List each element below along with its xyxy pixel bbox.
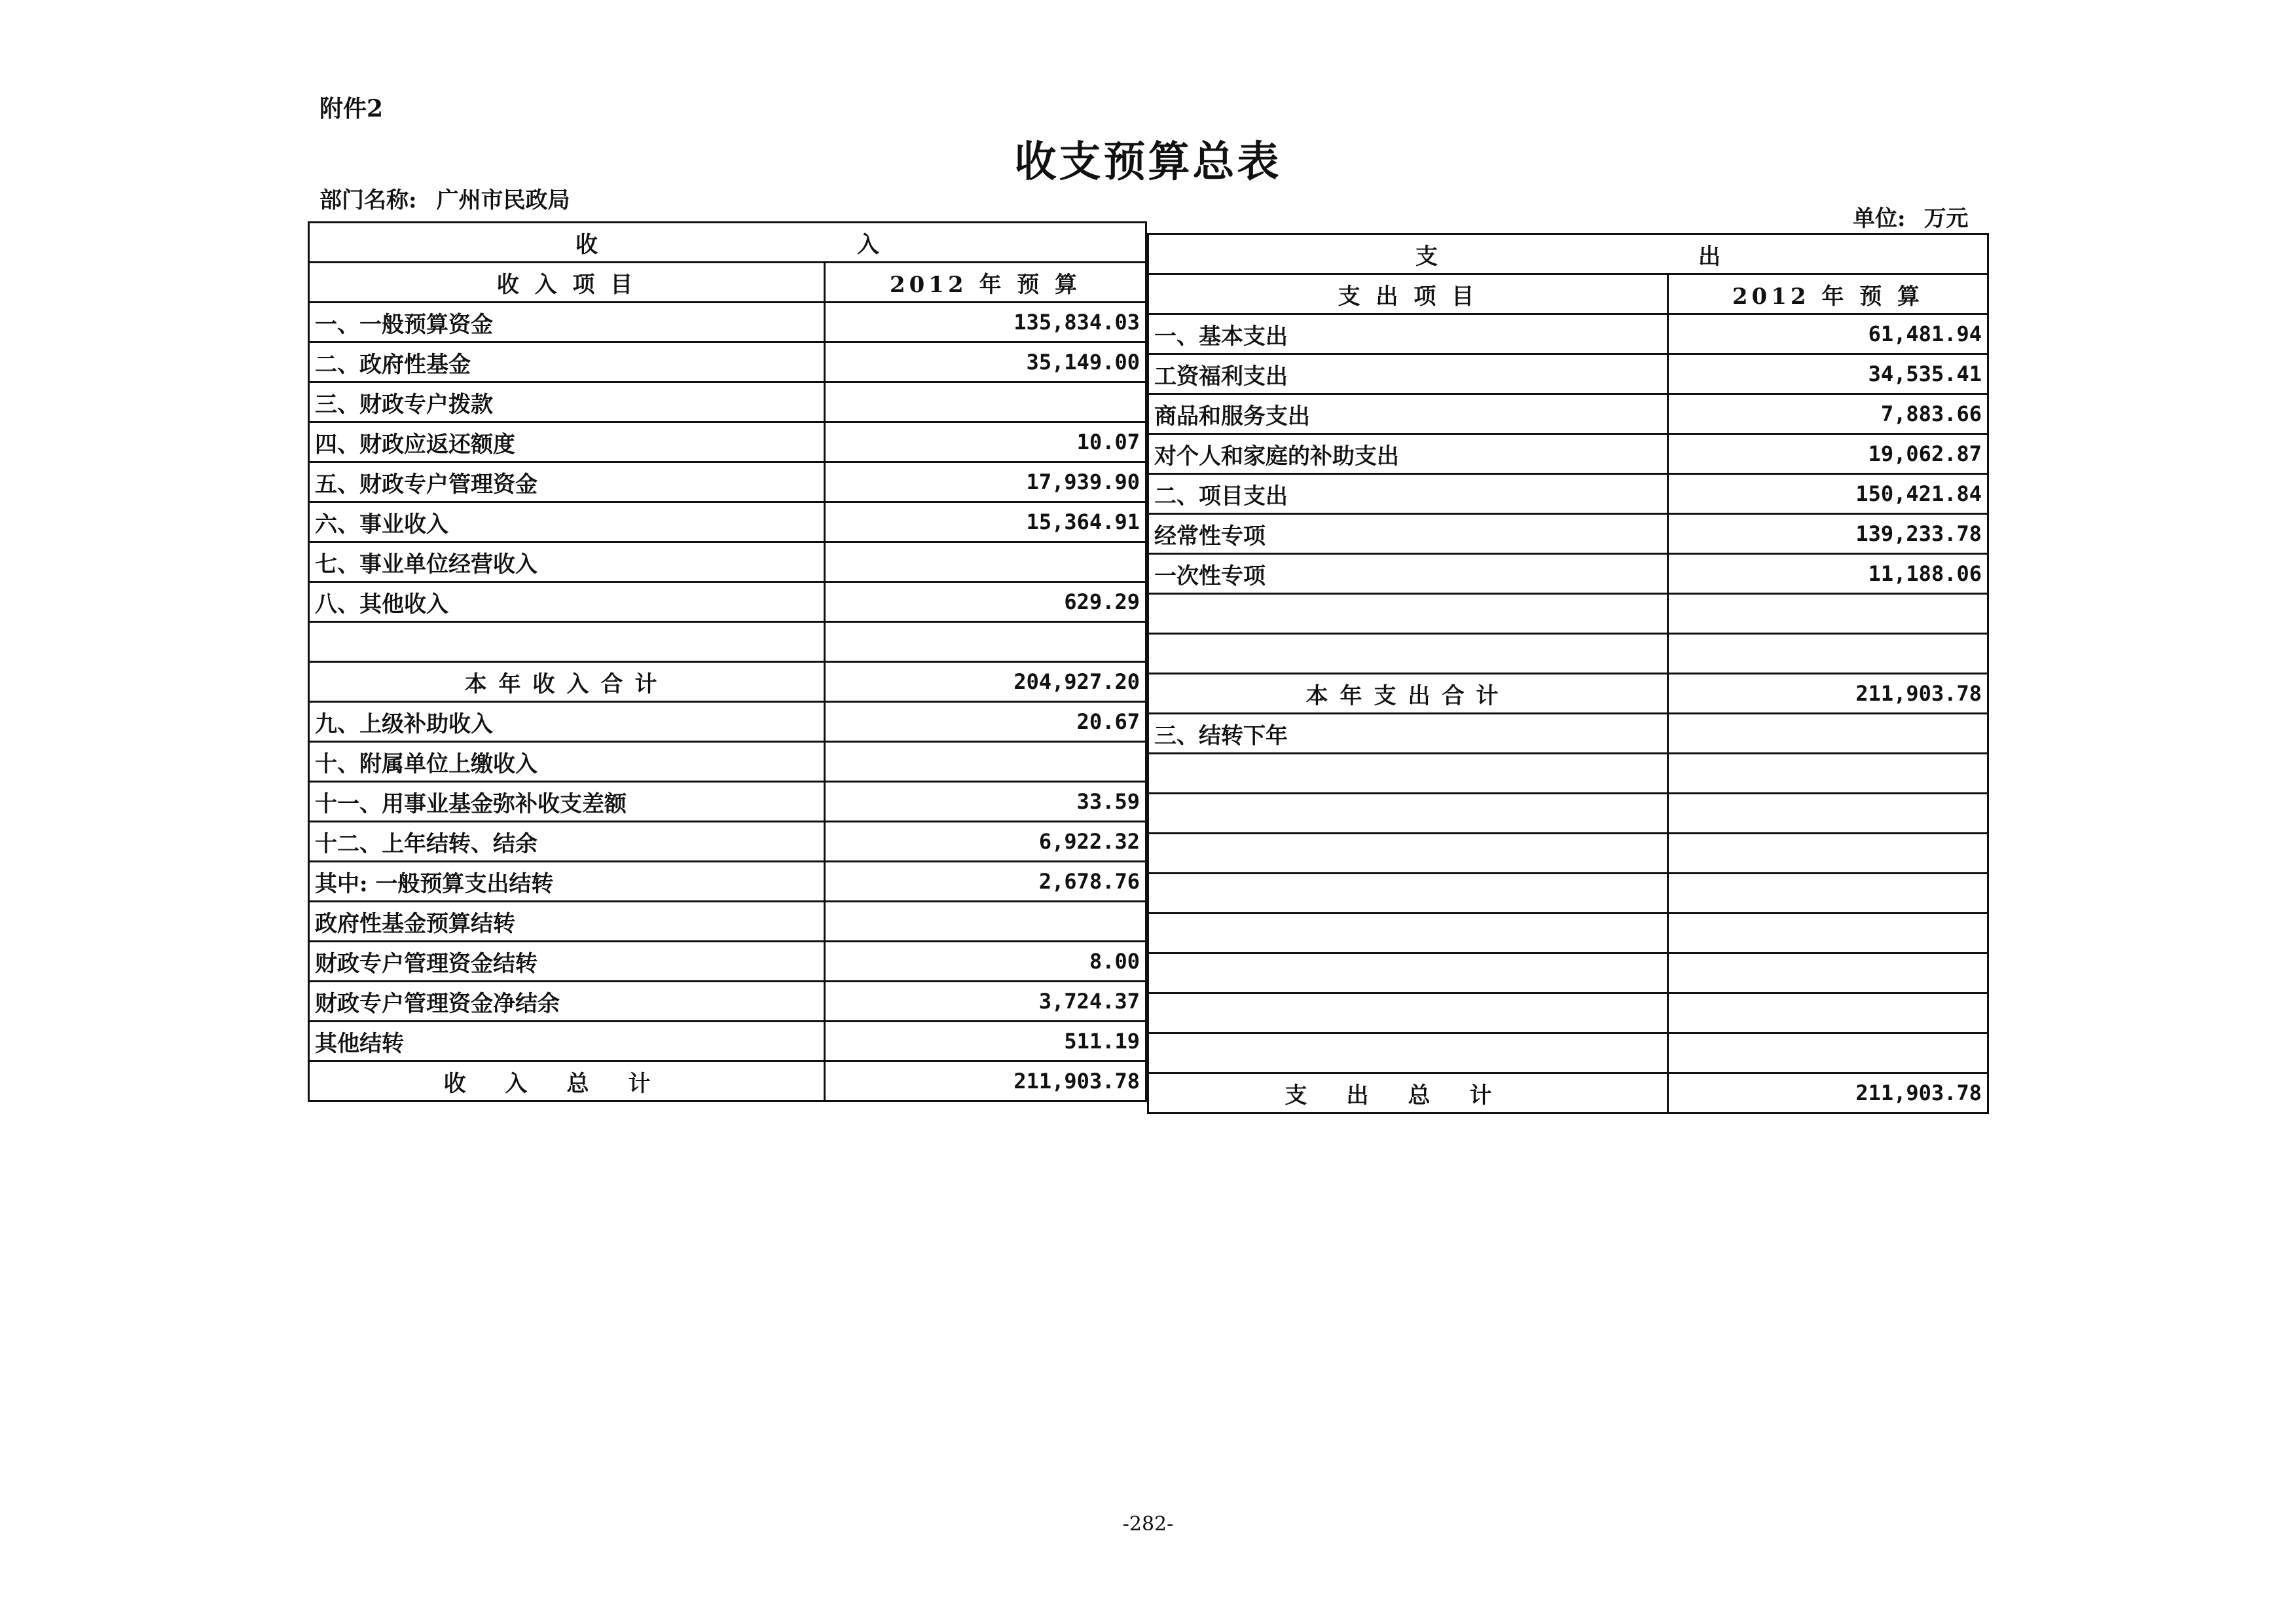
table-row [309,862,1146,902]
expense-year-total-value: 211,903.78 [1667,674,1988,714]
expense-item-label [1148,993,1668,1033]
table-row [1148,993,1988,1033]
department-line [319,182,590,214]
table-row [309,622,1146,662]
income-header-left: 收 [575,231,598,258]
income-item-value: 629.29 [825,582,1146,622]
expense-item-label: 二、项目支出 [1148,474,1668,514]
income-item-value: 135,834.03 [825,303,1146,342]
expense-grand-total-row [1148,1073,1988,1113]
income-item-value [825,622,1146,662]
table-row [1148,434,1988,474]
table-row [309,902,1146,942]
income-item-label: 十一、用事业基金弥补收支差额 [309,782,825,822]
expense-item-value [1667,834,1988,874]
income-grand-total-label: 收入总计 [309,1061,825,1101]
expense-item-value [1667,874,1988,913]
income-item-label: 八、其他收入 [309,582,825,622]
expense-item-label [1148,634,1668,674]
expense-item-value [1667,714,1988,754]
table-row [309,942,1146,982]
department-value: 广州市民政局 [436,187,570,213]
income-item-label: 七、事业单位经营收入 [309,542,825,582]
expense-year-total-row [1148,674,1988,714]
income-item-label: 六、事业收入 [309,502,825,542]
expense-item-label [1148,754,1668,794]
table-row [309,702,1146,742]
income-item-label: 二、政府性基金 [309,342,825,382]
income-item-value: 511.19 [825,1022,1146,1061]
income-column-header-row [309,263,1146,303]
expense-item-value [1667,1033,1988,1073]
income-item-value: 3,724.37 [825,982,1146,1022]
income-item-value [825,902,1146,942]
expense-header-right: 出 [1698,243,1721,270]
income-col-budget: 2012 年 预 算 [825,263,1146,303]
table-row [1148,714,1988,754]
income-item-value: 33.59 [825,782,1146,822]
expense-header-cell [1148,234,1988,274]
income-item-label: 一、一般预算资金 [309,303,825,342]
page-title: 收支预算总表 [1014,138,1282,187]
income-item-label: 九、上级补助收入 [309,702,825,742]
expense-item-value [1667,913,1988,953]
expense-col-item: 支 出 项 目 [1148,274,1668,314]
table-row [309,542,1146,582]
income-header-right: 入 [857,231,879,258]
expense-item-label [1148,913,1668,953]
expense-column-header-row [1148,274,1988,314]
table-row [1148,834,1988,874]
income-item-value: 6,922.32 [825,822,1146,862]
table-row [1148,874,1988,913]
expense-col-budget: 2012 年 预 算 [1667,274,1988,314]
expense-item-value: 34,535.41 [1667,354,1988,394]
income-item-label: 十、附属单位上缴收入 [309,742,825,782]
table-row [1148,354,1988,394]
unit-label: 单位: [1853,206,1906,232]
income-year-total-value: 204,927.20 [825,662,1146,702]
income-grand-total-value: 211,903.78 [825,1061,1146,1101]
department-label: 部门名称: [319,187,417,213]
table-row [1148,1033,1988,1073]
table-row [1148,913,1988,953]
expense-item-value: 19,062.87 [1667,434,1988,474]
expense-item-label: 一、基本支出 [1148,314,1668,354]
expense-item-value [1667,993,1988,1033]
table-row [1148,554,1988,594]
income-grand-total-row [309,1061,1146,1101]
expense-item-value: 11,188.06 [1667,554,1988,594]
income-rows-part1 [309,303,1146,662]
table-row [309,1022,1146,1061]
expense-item-value [1667,754,1988,794]
income-header-row [309,223,1146,263]
table-row [309,342,1146,382]
income-item-label: 十二、上年结转、结余 [309,822,825,862]
income-item-label: 五、财政专户管理资金 [309,462,825,502]
income-header-cell [309,223,1146,263]
table-row [309,382,1146,422]
income-item-value: 10.07 [825,422,1146,462]
expense-header-left: 支 [1415,243,1438,270]
expense-item-label [1148,594,1668,634]
income-item-value: 8.00 [825,942,1146,982]
income-item-value [825,742,1146,782]
income-item-value: 35,149.00 [825,342,1146,382]
expense-item-label [1148,874,1668,913]
income-table [308,221,1147,1102]
expense-item-label: 经常性专项 [1148,514,1668,554]
income-year-total-row [309,662,1146,702]
table-row [309,462,1146,502]
expense-item-value [1667,594,1988,634]
expense-item-value [1667,953,1988,993]
income-item-label: 其中: 一般预算支出结转 [309,862,825,902]
expense-item-value [1667,794,1988,834]
table-row [309,422,1146,462]
table-row [1148,594,1988,634]
expense-header-row [1148,234,1988,274]
income-item-label: 政府性基金预算结转 [309,902,825,942]
expense-item-value: 7,883.66 [1667,394,1988,434]
table-row [1148,474,1988,514]
expense-year-total-label: 本年支出合计 [1148,674,1668,714]
expense-item-label [1148,953,1668,993]
table-row [1148,953,1988,993]
unit-value: 万元 [1923,206,1969,232]
income-item-value: 20.67 [825,702,1146,742]
table-row [309,822,1146,862]
income-item-label: 四、财政应返还额度 [309,422,825,462]
income-item-label: 财政专户管理资金结转 [309,942,825,982]
expense-item-value: 150,421.84 [1667,474,1988,514]
table-row [1148,794,1988,834]
expense-item-label: 对个人和家庭的补助支出 [1148,434,1668,474]
expense-item-label: 工资福利支出 [1148,354,1668,394]
expense-table [1147,233,1989,1114]
income-item-value [825,542,1146,582]
income-item-value: 2,678.76 [825,862,1146,902]
expense-item-value: 61,481.94 [1667,314,1988,354]
attachment-label: 附件2 [319,95,384,122]
expense-item-label: 商品和服务支出 [1148,394,1668,434]
expense-grand-total-label: 支出总计 [1148,1073,1668,1113]
table-row [1148,514,1988,554]
income-rows-part2 [309,702,1146,1061]
expense-item-value [1667,634,1988,674]
income-item-label: 其他结转 [309,1022,825,1061]
table-row [309,582,1146,622]
income-item-label [309,622,825,662]
income-year-total-label: 本年收入合计 [309,662,825,702]
table-row [1148,634,1988,674]
table-row [309,782,1146,822]
page-number: -282- [1122,1513,1174,1536]
expense-item-label: 一次性专项 [1148,554,1668,594]
table-row [1148,754,1988,794]
expense-rows-part1 [1148,314,1988,674]
expense-rows-part2 [1148,714,1988,1073]
income-item-label: 三、财政专户拨款 [309,382,825,422]
income-item-label: 财政专户管理资金净结余 [309,982,825,1022]
expense-item-label: 三、结转下年 [1148,714,1668,754]
expense-item-label [1148,1033,1668,1073]
income-item-value [825,382,1146,422]
table-row [1148,314,1988,354]
expense-item-label [1148,794,1668,834]
table-row [309,742,1146,782]
table-row [1148,394,1988,434]
expense-item-label [1148,834,1668,874]
income-item-value: 15,364.91 [825,502,1146,542]
table-row [309,303,1146,342]
unit-line [1853,200,1987,232]
income-col-item: 收 入 项 目 [309,263,825,303]
income-item-value: 17,939.90 [825,462,1146,502]
expense-grand-total-value: 211,903.78 [1667,1073,1988,1113]
table-row [309,982,1146,1022]
expense-item-value: 139,233.78 [1667,514,1988,554]
table-row [309,502,1146,542]
